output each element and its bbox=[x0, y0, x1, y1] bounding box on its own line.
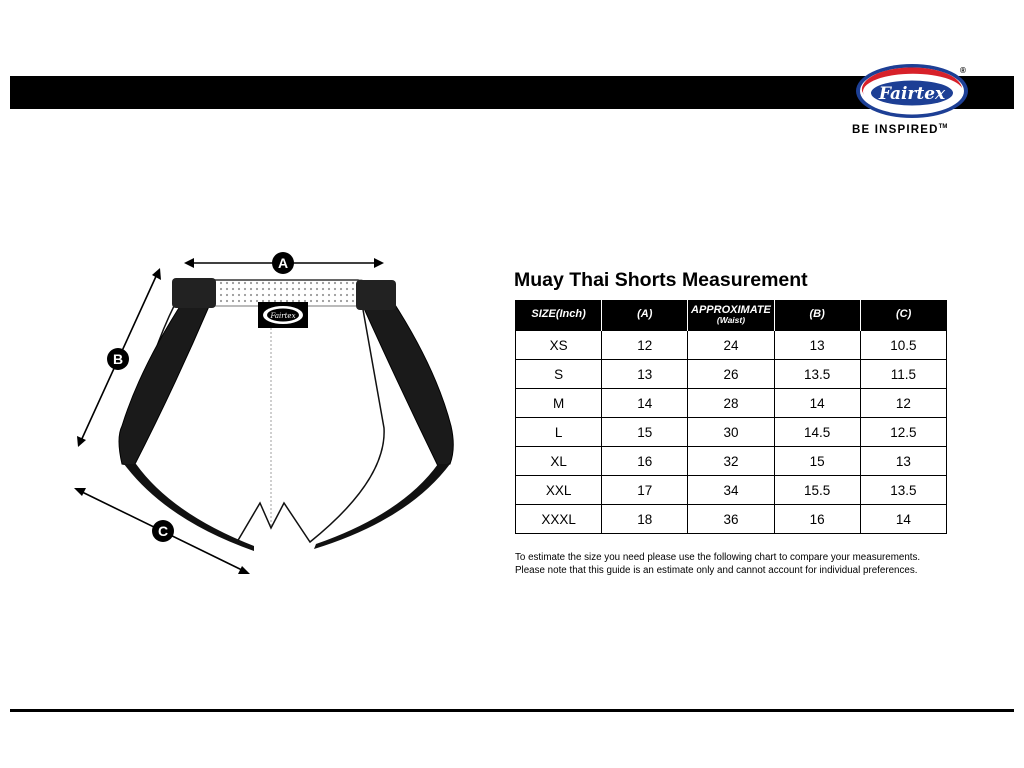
measurement-cell: 13 bbox=[860, 447, 946, 476]
size-table bbox=[515, 300, 947, 534]
measurement-cell: 14 bbox=[602, 389, 688, 418]
waistband-left-block bbox=[172, 278, 216, 308]
measurement-cell: 17 bbox=[602, 476, 688, 505]
label-c: C bbox=[157, 523, 169, 539]
measurement-cell: 15 bbox=[602, 418, 688, 447]
measurement-cell: 30 bbox=[688, 418, 774, 447]
measurement-cell: 32 bbox=[688, 447, 774, 476]
measurement-cell: 13.5 bbox=[774, 360, 860, 389]
table-row bbox=[516, 505, 947, 534]
size-cell: M bbox=[516, 389, 602, 418]
measurement-cell: 14.5 bbox=[774, 418, 860, 447]
trademark-mark: TM bbox=[938, 124, 948, 130]
measurement-cell: 26 bbox=[688, 360, 774, 389]
table-row bbox=[516, 476, 947, 505]
table-row bbox=[516, 447, 947, 476]
size-cell: S bbox=[516, 360, 602, 389]
svg-text:Fairtex: Fairtex bbox=[878, 84, 946, 104]
label-c-badge bbox=[152, 520, 174, 542]
size-cell: L bbox=[516, 418, 602, 447]
header-c: (C) bbox=[860, 300, 946, 331]
label-a-badge bbox=[272, 252, 294, 274]
chart-title: Muay Thai Shorts Measurement bbox=[514, 269, 808, 291]
measurement-cell: 13 bbox=[602, 360, 688, 389]
table-row bbox=[516, 331, 947, 360]
registered-mark: ® bbox=[960, 66, 966, 75]
size-cell: XL bbox=[516, 447, 602, 476]
table-row bbox=[516, 418, 947, 447]
svg-text:Fairtex: Fairtex bbox=[270, 312, 296, 320]
measurement-cell: 12.5 bbox=[860, 418, 946, 447]
size-cell: XS bbox=[516, 331, 602, 360]
measurement-cell: 24 bbox=[688, 331, 774, 360]
measurement-cell: 14 bbox=[860, 505, 946, 534]
fairtex-logo bbox=[854, 62, 970, 122]
measurement-cell: 14 bbox=[774, 389, 860, 418]
shorts-diagram bbox=[62, 238, 482, 588]
header-size: SIZE(Inch) bbox=[516, 300, 602, 331]
footer-rule bbox=[10, 709, 1014, 712]
measurement-cell: 16 bbox=[602, 447, 688, 476]
measurement-cell: 36 bbox=[688, 505, 774, 534]
table-row bbox=[516, 360, 947, 389]
measurement-cell: 16 bbox=[774, 505, 860, 534]
header-waist: APPROXIMATE (Waist) bbox=[688, 300, 774, 331]
fairtex-brand bbox=[846, 62, 980, 142]
label-b-badge bbox=[107, 348, 129, 370]
measurement-cell: 11.5 bbox=[860, 360, 946, 389]
measurement-cell: 15.5 bbox=[774, 476, 860, 505]
measurement-cell: 28 bbox=[688, 389, 774, 418]
label-b: B bbox=[112, 351, 124, 367]
measurement-cell: 12 bbox=[602, 331, 688, 360]
measurement-cell: 13 bbox=[774, 331, 860, 360]
table-header-row bbox=[516, 300, 947, 331]
measurement-cell: 12 bbox=[860, 389, 946, 418]
measurement-cell: 13.5 bbox=[860, 476, 946, 505]
measurement-cell: 15 bbox=[774, 447, 860, 476]
header-b: (B) bbox=[774, 300, 860, 331]
measurement-cell: 10.5 bbox=[860, 331, 946, 360]
header-a: (A) bbox=[602, 300, 688, 331]
size-cell: XXXL bbox=[516, 505, 602, 534]
size-cell: XXL bbox=[516, 476, 602, 505]
label-a: A bbox=[277, 255, 289, 271]
note-line: Please note that this guide is an estimate only and cannot account for individual preferences. bbox=[515, 565, 918, 576]
waistband-right-block bbox=[356, 280, 396, 310]
measurement-cell: 18 bbox=[602, 505, 688, 534]
table-row bbox=[516, 389, 947, 418]
note-line: To estimate the size you need please use the following chart to compare your measurements. bbox=[515, 552, 921, 563]
size-notes bbox=[515, 551, 920, 577]
measurement-cell: 34 bbox=[688, 476, 774, 505]
brand-tagline: BE INSPIRED™ bbox=[852, 124, 948, 136]
